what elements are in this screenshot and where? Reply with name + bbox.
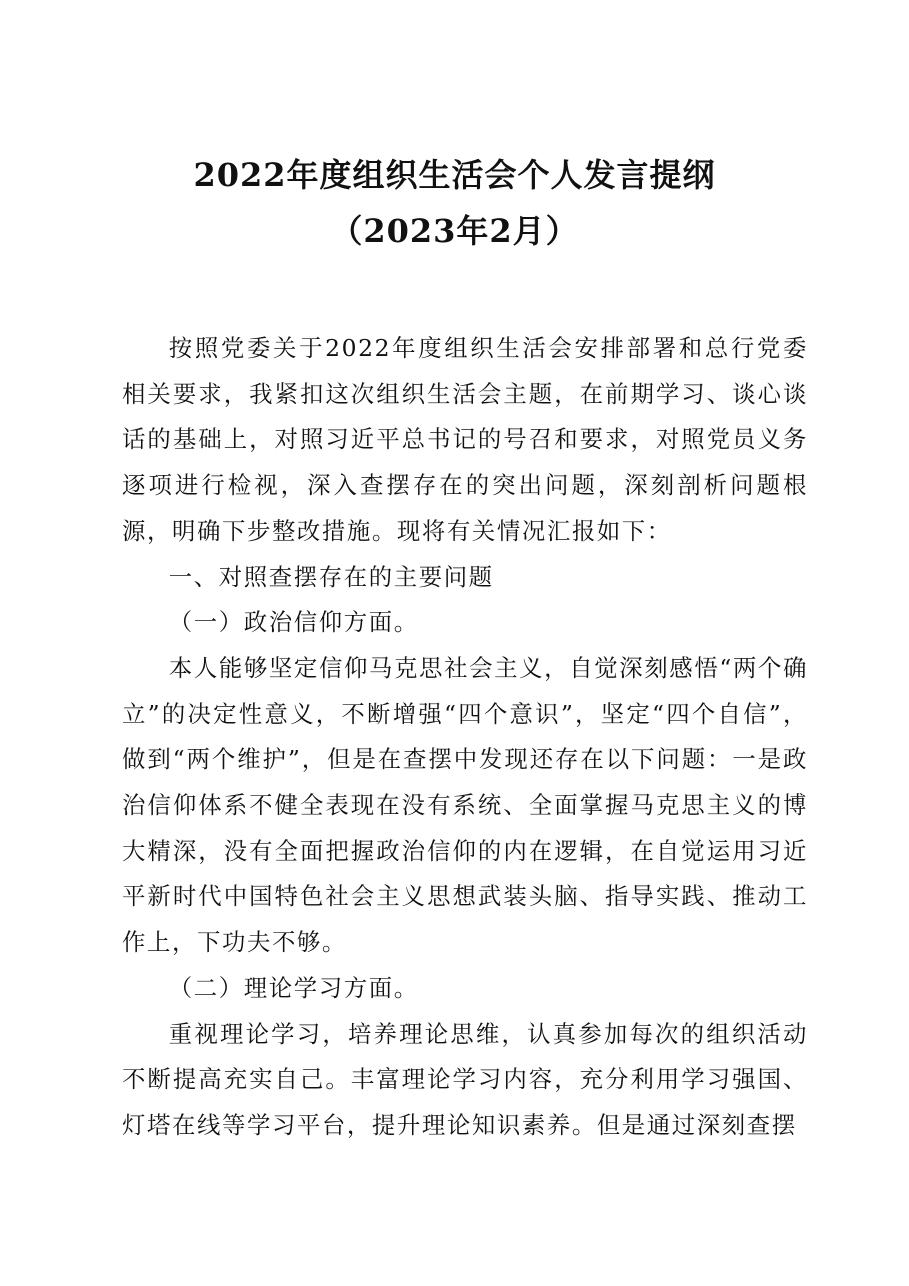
- subsection-heading: （一）政治信仰方面。: [168, 608, 419, 637]
- document-date: （2023年2月）: [330, 212, 579, 250]
- document-body: [122, 326, 808, 1149]
- document-title: 2022年度组织生活会个人发言提纲: [193, 156, 716, 194]
- intro-paragraph: 按照党委关于2022年度组织生活会安排部署和总行党委相关要求，我紧扣这次组织生活会主题，在前期学习、谈心谈话的基础上，对照习近平总书记的号召和要求，对照党员义务逐项进行检视，深入查摆存在的突出问题，深刻剖析问题根源，明确下步整改措施。现将有关情况汇报如下：: [122, 334, 808, 545]
- body-paragraph: 本人能够坚定信仰马克思社会主义，自觉深刻感悟“两个确立”的决定性意义，不断增强“四个意识”，坚定“四个自信”，做到“两个维护”，但是在查摆中发现还存在以下问题：一是政治信仰体系不健全表现在没有系统、全面掌握马克思主义的博大精深，没有全面把握政治信仰的内在逻辑，在自觉运用习近平新时代中国特色社会主义思想武装头脑、指导实践、推动工作上，下功夫不够。: [122, 653, 809, 957]
- body-paragraph: 重视理论学习，培养理论思维，认真参加每次的组织活动不断提高充实自己。丰富理论学习内容，充分利用学习强国、灯塔在线等学习平台，提升理论知识素养。但是通过深刻查摆: [122, 1019, 808, 1139]
- subsection-heading: （二）理论学习方面。: [168, 973, 419, 1002]
- section-heading: 一、对照查摆存在的主要问题: [168, 562, 494, 591]
